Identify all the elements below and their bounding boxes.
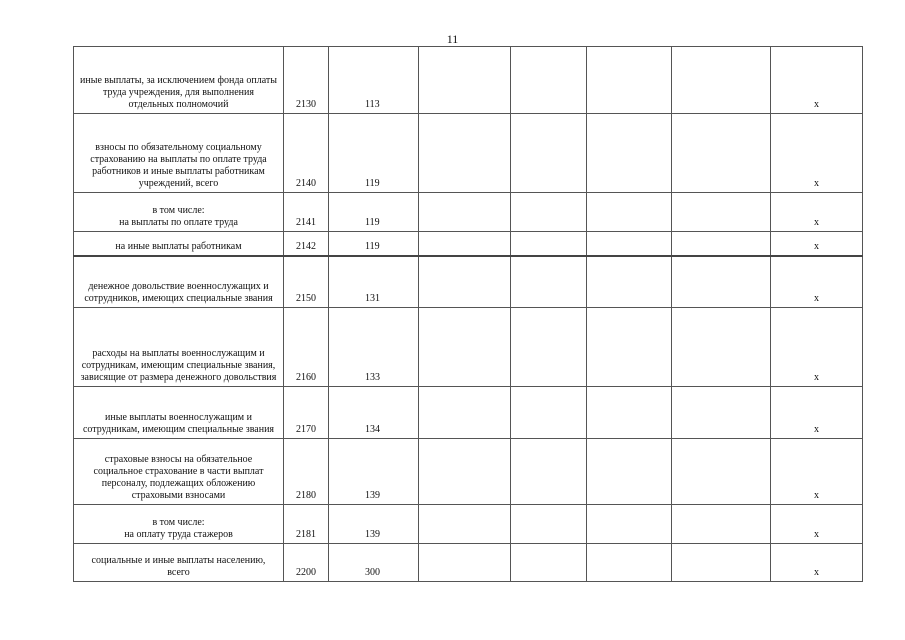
table-row — [74, 505, 863, 544]
row-kosgu-code-cell: 133 — [329, 308, 419, 387]
row-value-cell — [587, 47, 672, 114]
row-line-code-cell: 2200 — [284, 544, 329, 582]
row-mark-cell: x — [771, 439, 863, 505]
row-value-cell — [672, 544, 771, 582]
row-kosgu-code-cell: 113 — [329, 47, 419, 114]
row-value-cell — [419, 308, 511, 387]
row-value-cell — [511, 232, 587, 256]
table-row — [74, 387, 863, 439]
row-name-cell: взносы по обязательному социальному страхованию на выплаты по оплате труда работников и иные выплаты работникам учреждений, всего — [74, 114, 284, 193]
row-mark-cell: x — [771, 47, 863, 114]
row-mark-cell: x — [771, 114, 863, 193]
row-line-code-cell: 2141 — [284, 193, 329, 232]
row-value-cell — [419, 47, 511, 114]
row-value-cell — [672, 232, 771, 256]
row-mark-cell: x — [771, 232, 863, 256]
row-value-cell — [672, 256, 771, 308]
row-value-cell — [672, 387, 771, 439]
row-value-cell — [587, 439, 672, 505]
row-value-cell — [587, 232, 672, 256]
row-value-cell — [511, 256, 587, 308]
row-name-cell: иные выплаты, за исключением фонда оплаты труда учреждения, для выполнения отдельных полномочий — [74, 47, 284, 114]
row-kosgu-code-cell: 119 — [329, 193, 419, 232]
row-kosgu-code-cell: 131 — [329, 256, 419, 308]
row-value-cell — [419, 114, 511, 193]
row-name-cell: в том числе: на оплату труда стажеров — [74, 505, 284, 544]
row-value-cell — [672, 308, 771, 387]
row-value-cell — [672, 439, 771, 505]
row-value-cell — [511, 387, 587, 439]
row-mark-cell: x — [771, 193, 863, 232]
table-row — [74, 544, 863, 582]
row-name-cell: расходы на выплаты военнослужащим и сотрудникам, имеющим специальные звания, зависящие от размера денежного довольствия — [74, 308, 284, 387]
row-value-cell — [511, 308, 587, 387]
row-value-cell — [511, 114, 587, 193]
row-value-cell — [587, 256, 672, 308]
row-mark-cell: x — [771, 505, 863, 544]
row-value-cell — [672, 193, 771, 232]
row-value-cell — [511, 439, 587, 505]
row-name-cell: иные выплаты военнослужащим и сотрудникам, имеющим специальные звания — [74, 387, 284, 439]
row-line-code-cell: 2170 — [284, 387, 329, 439]
row-name-cell: социальные и иные выплаты населению, всего — [74, 544, 284, 582]
row-value-cell — [511, 544, 587, 582]
row-name-cell: страховые взносы на обязательное социальное страхование в части выплат персоналу, подлежащих обложению страховыми взносами — [74, 439, 284, 505]
row-value-cell — [511, 505, 587, 544]
table-row — [74, 114, 863, 193]
row-mark-cell: x — [771, 544, 863, 582]
row-value-cell — [672, 47, 771, 114]
row-value-cell — [419, 544, 511, 582]
row-line-code-cell: 2140 — [284, 114, 329, 193]
row-kosgu-code-cell: 119 — [329, 232, 419, 256]
row-value-cell — [587, 387, 672, 439]
row-value-cell — [419, 439, 511, 505]
row-kosgu-code-cell: 139 — [329, 505, 419, 544]
row-value-cell — [587, 544, 672, 582]
row-value-cell — [587, 308, 672, 387]
row-kosgu-code-cell: 119 — [329, 114, 419, 193]
table-row — [74, 256, 863, 308]
row-line-code-cell: 2180 — [284, 439, 329, 505]
row-kosgu-code-cell: 134 — [329, 387, 419, 439]
row-line-code-cell: 2142 — [284, 232, 329, 256]
row-value-cell — [511, 193, 587, 232]
page-number: 11 — [446, 32, 459, 46]
row-kosgu-code-cell: 300 — [329, 544, 419, 582]
row-kosgu-code-cell: 139 — [329, 439, 419, 505]
row-mark-cell: x — [771, 308, 863, 387]
row-value-cell — [587, 193, 672, 232]
row-value-cell — [587, 114, 672, 193]
row-line-code-cell: 2160 — [284, 308, 329, 387]
row-value-cell — [419, 193, 511, 232]
table-row — [74, 47, 863, 114]
row-line-code-cell: 2150 — [284, 256, 329, 308]
table-row — [74, 439, 863, 505]
table-row — [74, 308, 863, 387]
row-value-cell — [672, 114, 771, 193]
row-value-cell — [587, 505, 672, 544]
row-name-cell: на иные выплаты работникам — [74, 232, 284, 256]
row-value-cell — [419, 505, 511, 544]
table-row — [74, 232, 863, 256]
row-value-cell — [419, 256, 511, 308]
table-row — [74, 193, 863, 232]
row-line-code-cell: 2181 — [284, 505, 329, 544]
row-value-cell — [511, 47, 587, 114]
row-value-cell — [672, 505, 771, 544]
row-value-cell — [419, 387, 511, 439]
row-mark-cell: x — [771, 256, 863, 308]
row-name-cell: денежное довольствие военнослужащих и сотрудников, имеющих специальные звания — [74, 256, 284, 308]
row-line-code-cell: 2130 — [284, 47, 329, 114]
row-value-cell — [419, 232, 511, 256]
row-name-cell: в том числе: на выплаты по оплате труда — [74, 193, 284, 232]
budget-table — [73, 46, 863, 582]
row-mark-cell: x — [771, 387, 863, 439]
table-body — [74, 47, 863, 582]
